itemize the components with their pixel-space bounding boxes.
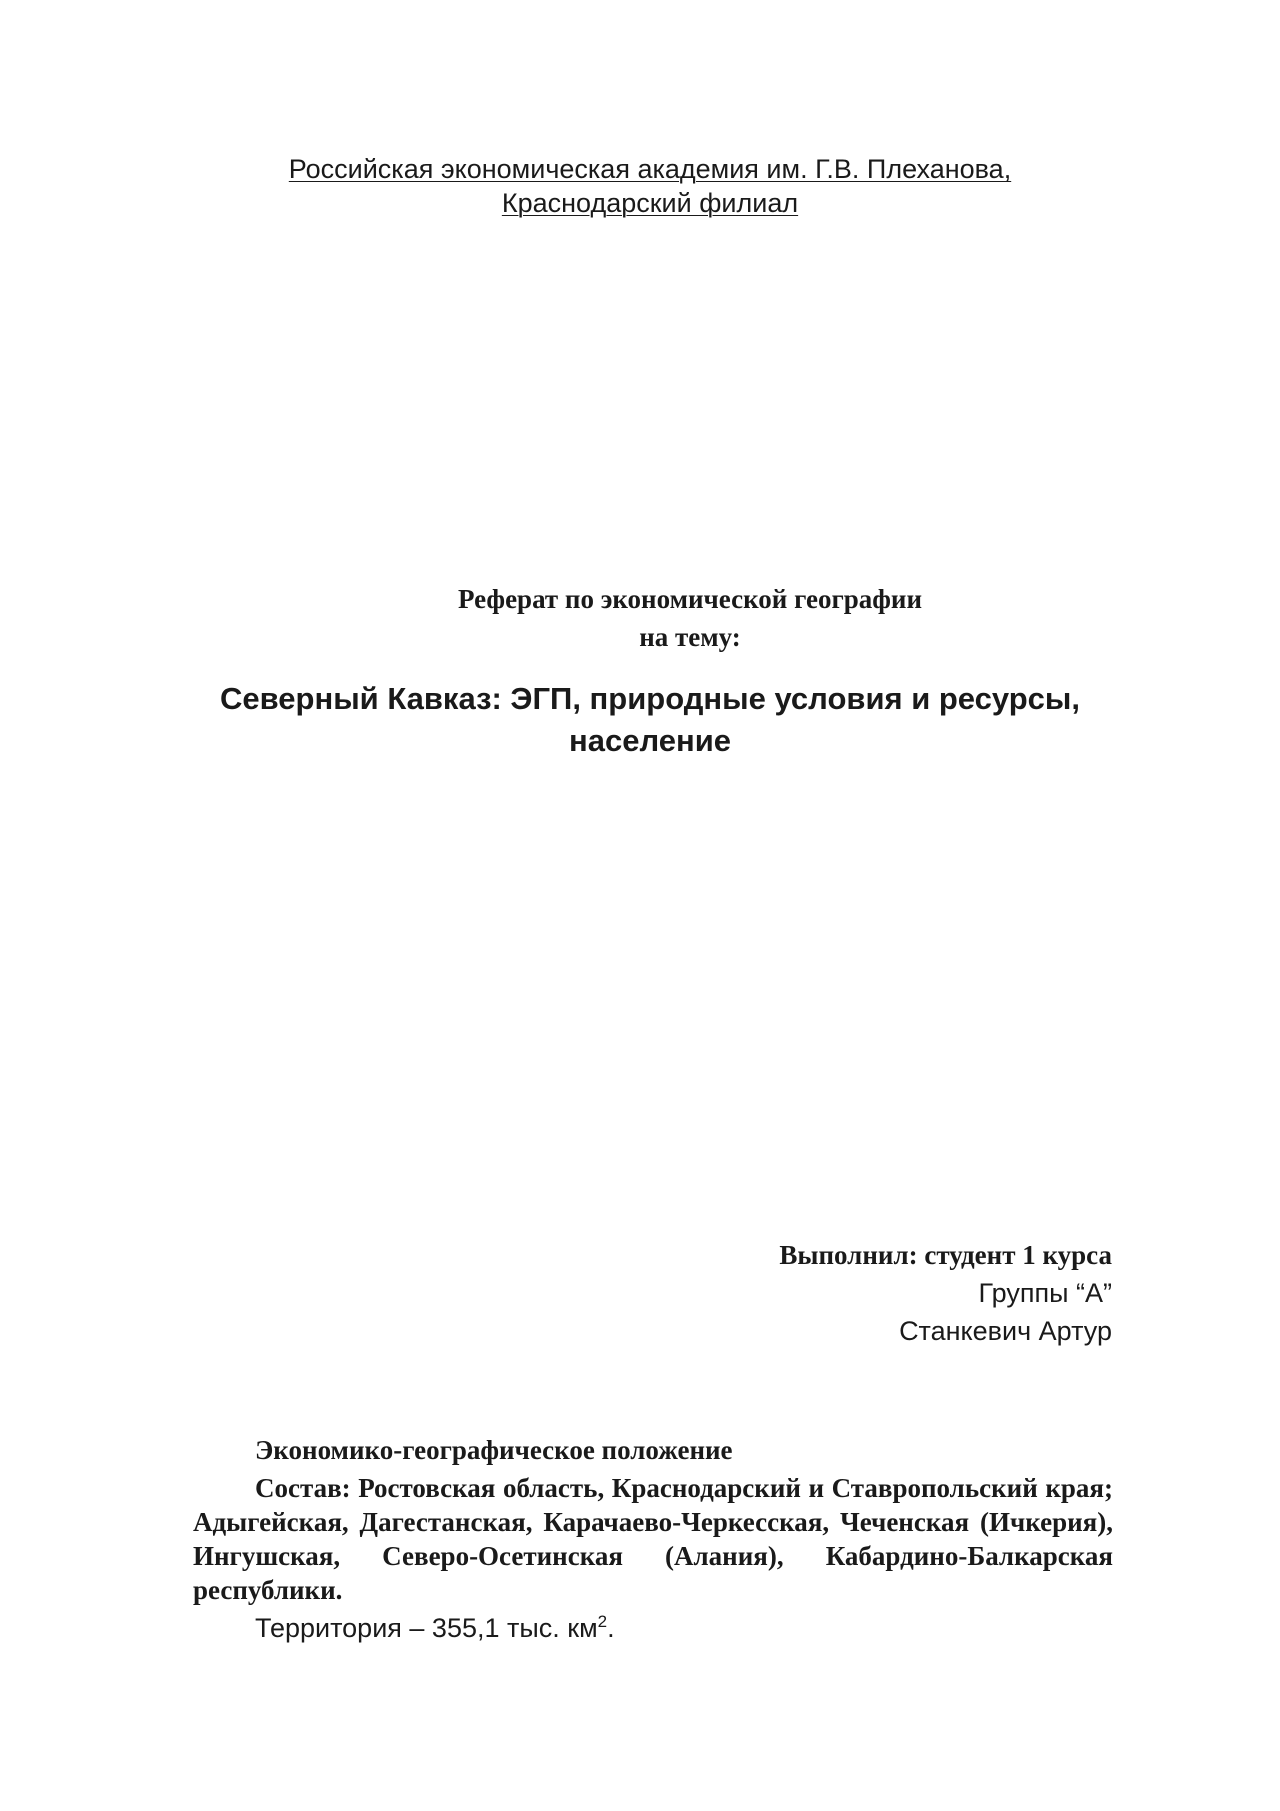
performed-by: Выполнил: студент 1 курса: [779, 1240, 1112, 1270]
student-name: Станкевич Артур: [899, 1316, 1112, 1346]
report-topic: [180, 678, 1120, 762]
composition-paragraph: Состав: Ростовская область, Краснодарский и Ставропольский края; Адыгейская, Дагестанская, Карачаево-Черкесская, Чеченская (Ичкерия), Ингушская, Северо-Осетинская (Алания), Кабардино-Балкарская республики.: [193, 1473, 1113, 1605]
institution-line-1: Российская экономическая академия им. Г.В. Плеханова,: [288, 154, 1012, 184]
institution-header: [190, 152, 1110, 220]
institution-line-2: Краснодарский филиал: [501, 188, 799, 218]
territory-paragraph: [193, 1611, 1113, 1645]
institution-line-1-wrap: [190, 152, 1110, 186]
author-block: [512, 1236, 1112, 1350]
topic-line-2: население: [569, 723, 731, 758]
institution-line-2-wrap: [190, 186, 1110, 220]
report-title: Реферат по экономической географии: [457, 584, 923, 614]
section-heading: Экономико-географическое положение: [255, 1435, 733, 1465]
territory-text: Территория – 355,1 тыс. км: [255, 1613, 598, 1643]
section-content: [193, 1433, 1113, 1645]
topic-line-1: Северный Кавказ: ЭГП, природные условия и ресурсы,: [220, 681, 1080, 716]
territory-end: .: [607, 1613, 615, 1643]
student-group: Группы “А”: [978, 1278, 1112, 1308]
report-theme-label: на тему:: [639, 622, 741, 652]
territory-superscript: 2: [597, 1612, 608, 1631]
